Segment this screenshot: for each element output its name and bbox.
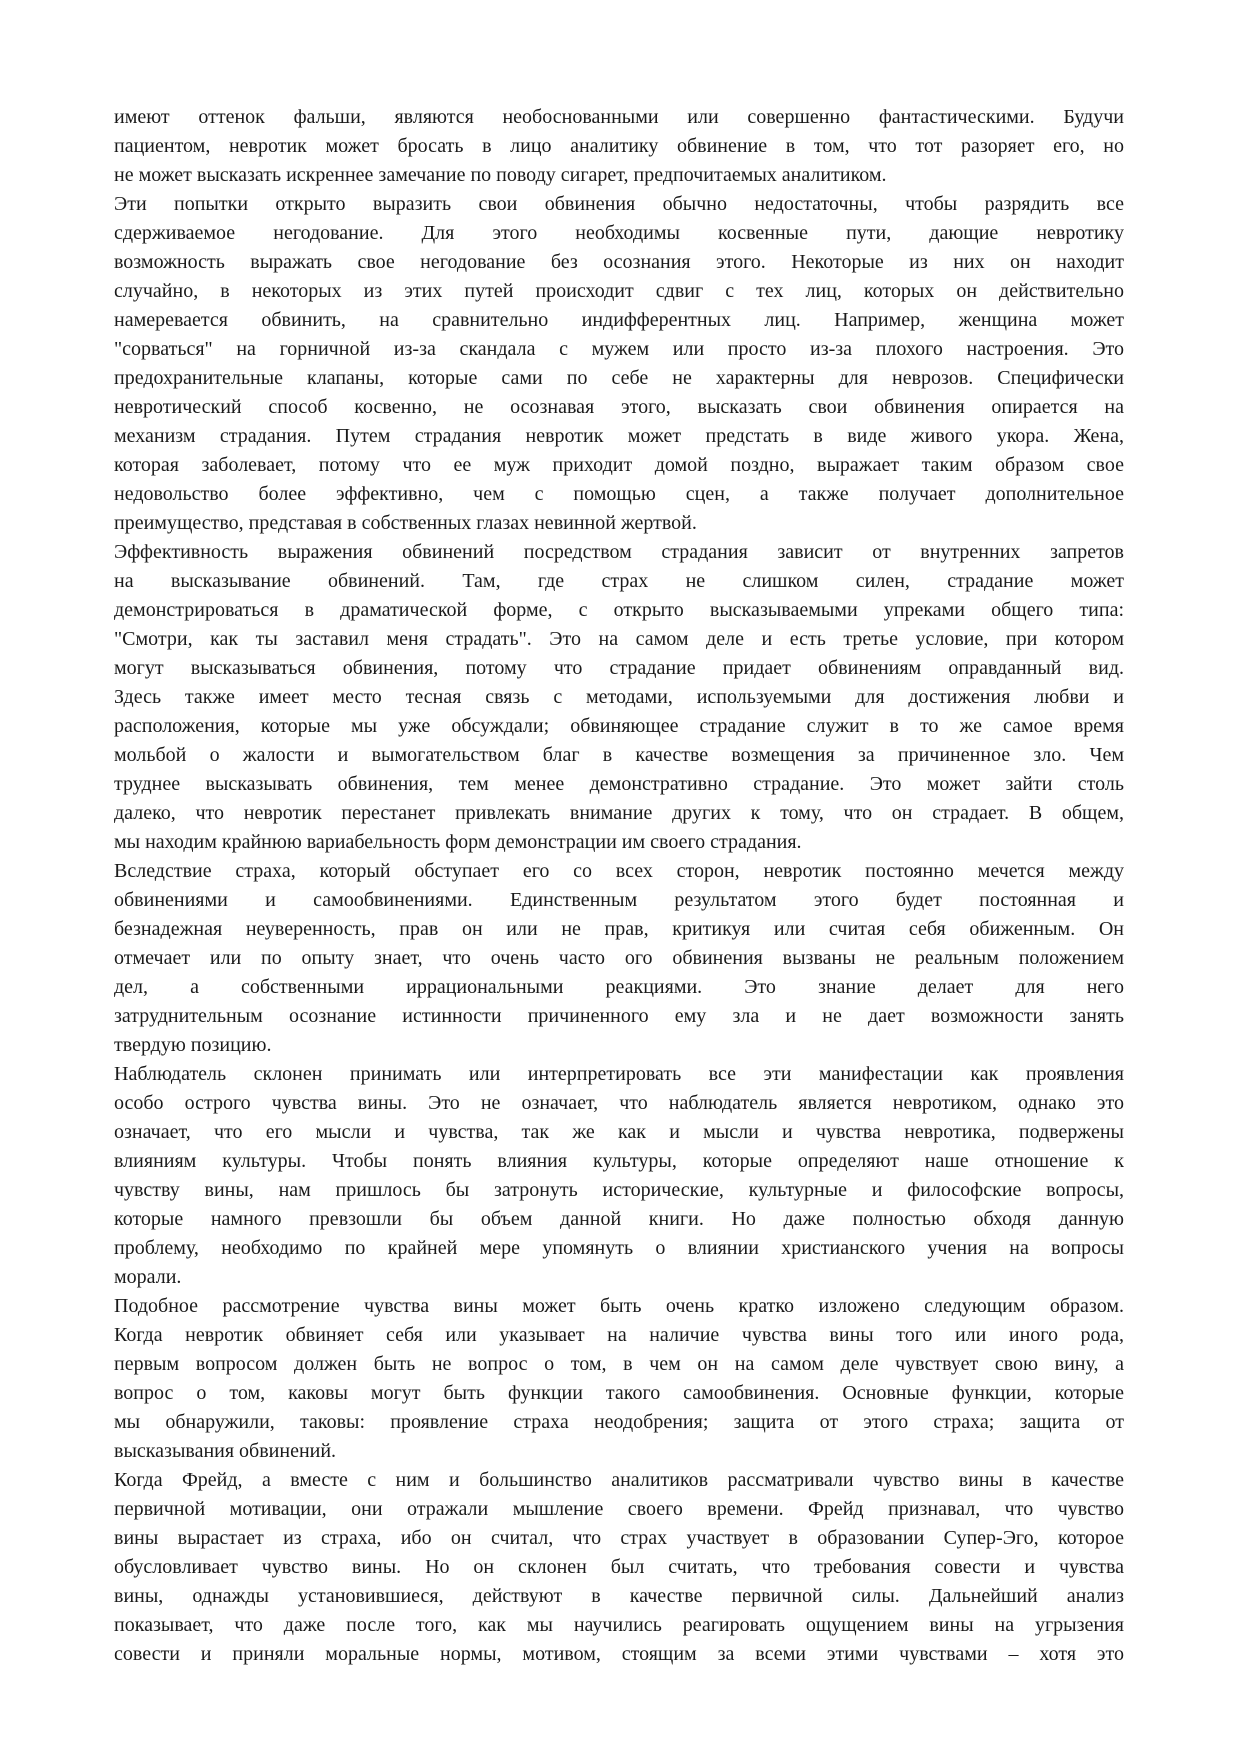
- text-line: предохранительные клапаны, которые сами по себе не характерны для неврозов. Специфически: [114, 367, 1124, 389]
- text-line: дел, а собственными иррациональными реакциями. Это знание делает для него: [114, 976, 1124, 998]
- text-line: Когда Фрейд, а вместе с ним и большинство аналитиков рассматривали чувство вины в качестве: [114, 1469, 1124, 1491]
- paragraph-1: [114, 103, 1124, 190]
- text-line: вопрос о том, каковы могут быть функции такого самообвинения. Основные функции, которые: [114, 1382, 1124, 1404]
- text-line: имеют оттенок фальши, являются необоснованными или совершенно фантастическими. Будучи: [114, 106, 1124, 128]
- paragraph-7: [114, 1466, 1124, 1669]
- document-page: [114, 103, 1124, 1669]
- text-line: механизм страдания. Путем страдания невротик может предстать в виде живого укора. Жена,: [114, 425, 1124, 447]
- text-line: особо острого чувства вины. Это не означает, что наблюдатель является невротиком, однако это: [114, 1092, 1124, 1114]
- text-line: мольбой о жалости и вымогательством благ в качестве возмещения за причиненное зло. Чем: [114, 744, 1124, 766]
- text-line: невротический способ косвенно, не осознавая этого, высказать свои обвинения опирается на: [114, 396, 1124, 418]
- text-line: которые намного превзошли бы объем данной книги. Но даже полностью обходя данную: [114, 1208, 1124, 1230]
- text-line: вины вырастает из страха, ибо он считал, что страх участвует в образовании Супер-Эго, которое: [114, 1527, 1124, 1549]
- text-line: Здесь также имеет место тесная связь с методами, используемыми для достижения любви и: [114, 686, 1124, 708]
- text-line: отмечает или по опыту знает, что очень часто ого обвинения вызваны не реальным положением: [114, 947, 1124, 969]
- text-line: которая заболевает, потому что ее муж приходит домой поздно, выражает таким образом свое: [114, 454, 1124, 476]
- text-line: не может высказать искреннее замечание по поводу сигарет, предпочитаемых аналитиком.: [114, 164, 887, 186]
- text-line: показывает, что даже после того, как мы научились реагировать ощущением вины на угрызения: [114, 1614, 1124, 1636]
- text-line: обусловливает чувство вины. Но он склонен был считать, что требования совести и чувства: [114, 1556, 1124, 1578]
- text-line: мы обнаружили, таковы: проявление страха неодобрения; защита от этого страха; защита от: [114, 1411, 1124, 1433]
- text-line: расположения, которые мы уже обсуждали; обвиняющее страдание служит в то же самое время: [114, 715, 1124, 737]
- text-line: Эти попытки открыто выразить свои обвинения обычно недостаточны, чтобы разрядить все: [114, 193, 1124, 215]
- text-line: мы находим крайнюю вариабельность форм демонстрации им своего страдания.: [114, 831, 802, 853]
- text-line: безнадежная неуверенность, прав он или не прав, критикуя или считая себя обиженным. Он: [114, 918, 1124, 940]
- text-line: Когда невротик обвиняет себя или указывает на наличие чувства вины того или иного рода,: [114, 1324, 1124, 1346]
- text-line: затруднительным осознание истинности причиненного ему зла и не дает возможности занять: [114, 1005, 1124, 1027]
- paragraph-3: [114, 538, 1124, 857]
- text-line: влияниям культуры. Чтобы понять влияния культуры, которые определяют наше отношение к: [114, 1150, 1124, 1172]
- text-line: далеко, что невротик перестанет привлекать внимание других к тому, что он страдает. В общем,: [114, 802, 1124, 824]
- text-line: проблему, необходимо по крайней мере упомянуть о влиянии христианского учения на вопросы: [114, 1237, 1124, 1259]
- text-line: могут высказываться обвинения, потому что страдание придает обвинениям оправданный вид.: [114, 657, 1124, 679]
- text-line: Наблюдатель склонен принимать или интерпретировать все эти манифестации как проявления: [114, 1063, 1124, 1085]
- paragraph-6: [114, 1292, 1124, 1466]
- text-line: преимущество, представая в собственных глазах невинной жертвой.: [114, 512, 697, 534]
- text-line: чувству вины, нам пришлось бы затронуть исторические, культурные и философские вопросы,: [114, 1179, 1124, 1201]
- paragraph-5: [114, 1060, 1124, 1292]
- paragraph-4: [114, 857, 1124, 1060]
- text-line: труднее высказывать обвинения, тем менее демонстративно страдание. Это может зайти столь: [114, 773, 1124, 795]
- text-line: обвинениями и самообвинениями. Единственным результатом этого будет постоянная и: [114, 889, 1124, 911]
- text-line: "сорваться" на горничной из-за скандала с мужем или просто из-за плохого настроения. Это: [114, 338, 1124, 360]
- text-line: пациентом, невротик может бросать в лицо аналитику обвинение в том, что тот разоряет его, но: [114, 135, 1124, 157]
- text-line: Подобное рассмотрение чувства вины может быть очень кратко изложено следующим образом.: [114, 1295, 1124, 1317]
- text-line: Эффективность выражения обвинений посредством страдания зависит от внутренних запретов: [114, 541, 1124, 563]
- text-line: намеревается обвинить, на сравнительно индифферентных лиц. Например, женщина может: [114, 309, 1124, 331]
- text-line: недовольство более эффективно, чем с помощью сцен, а также получает дополнительное: [114, 483, 1124, 505]
- text-line: на высказывание обвинений. Там, где страх не слишком силен, страдание может: [114, 570, 1124, 592]
- text-line: Вследствие страха, который обступает его со всех сторон, невротик постоянно мечется между: [114, 860, 1124, 882]
- text-line: случайно, в некоторых из этих путей происходит сдвиг с тех лиц, которых он действительно: [114, 280, 1124, 302]
- text-line: совести и приняли моральные нормы, мотивом, стоящим за всеми этими чувствами – хотя это: [114, 1643, 1124, 1665]
- text-line: возможность выражать свое негодование без осознания этого. Некоторые из них он находит: [114, 251, 1124, 273]
- text-line: морали.: [114, 1266, 182, 1288]
- text-line: высказывания обвинений.: [114, 1440, 337, 1462]
- text-line: демонстрироваться в драматической форме, с открыто высказываемыми упреками общего типа:: [114, 599, 1124, 621]
- text-line: твердую позицию.: [114, 1034, 272, 1056]
- paragraph-2: [114, 190, 1124, 538]
- text-line: вины, однажды установившиеся, действуют в качестве первичной силы. Дальнейший анализ: [114, 1585, 1124, 1607]
- text-line: первичной мотивации, они отражали мышление своего времени. Фрейд признавал, что чувство: [114, 1498, 1124, 1520]
- text-line: означает, что его мысли и чувства, так же как и мысли и чувства невротика, подвержены: [114, 1121, 1124, 1143]
- text-line: "Смотри, как ты заставил меня страдать". Это на самом деле и есть третье условие, при котором: [114, 628, 1124, 650]
- text-line: первым вопросом должен быть не вопрос о том, в чем он на самом деле чувствует свою вину, а: [114, 1353, 1124, 1375]
- text-line: сдерживаемое негодование. Для этого необходимы косвенные пути, дающие невротику: [114, 222, 1124, 244]
